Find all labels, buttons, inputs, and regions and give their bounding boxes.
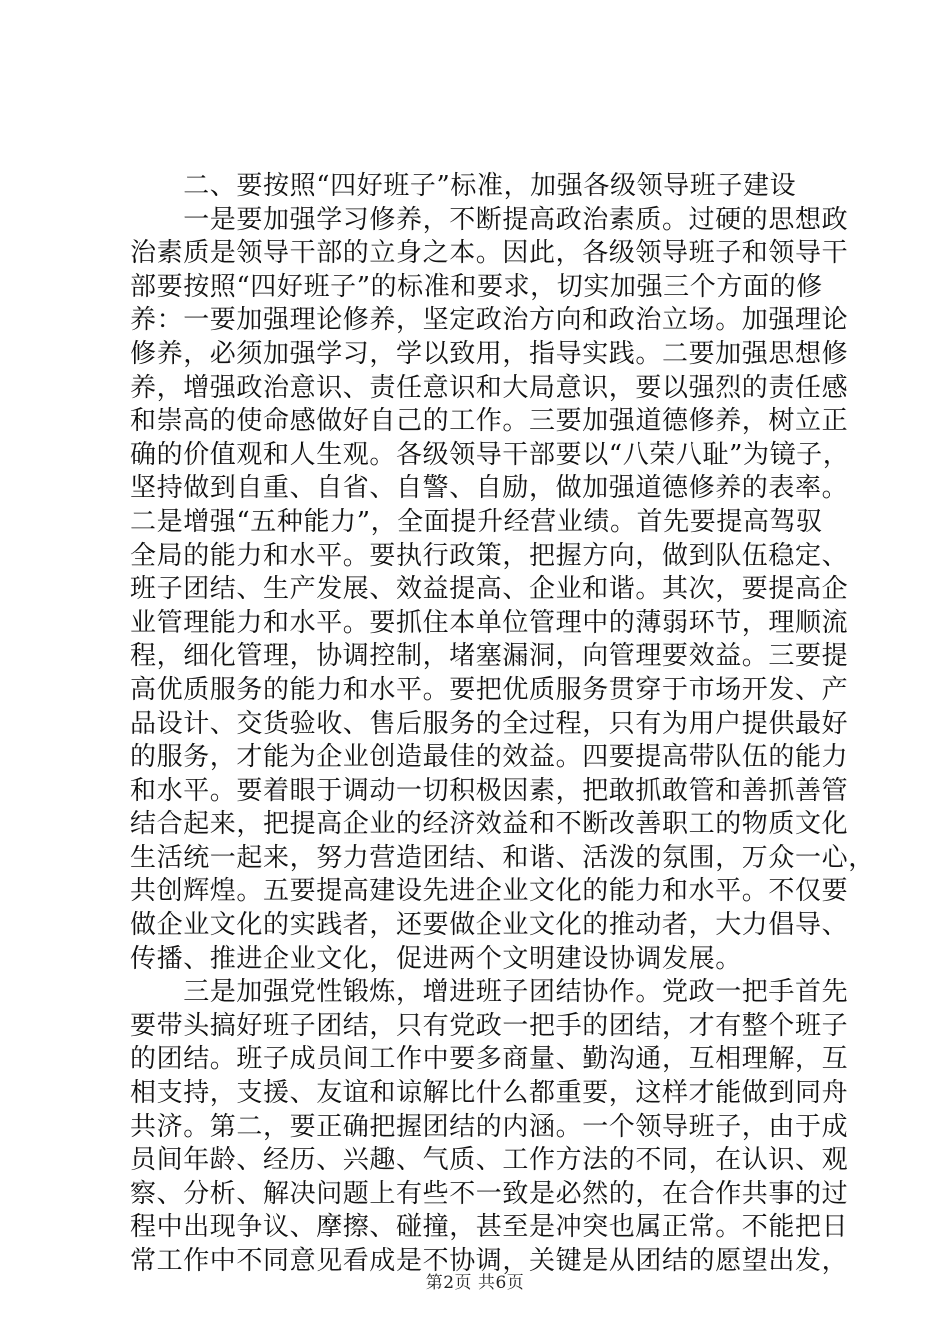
text-line: 程，细化管理，协调控制，堵塞漏洞，向管理要效益。三要提 [130, 641, 849, 672]
text-line: 修养，必须加强学习，学以致用，指导实践。二要加强思想修 [130, 338, 849, 369]
text-line: 要带头搞好班子团结，只有党政一把手的团结，才有整个班子 [130, 1010, 849, 1041]
text-line: 传播、推进企业文化，促进两个文明建设协调发展。 [130, 943, 742, 974]
text-line: 和水平。要着眼于调动一切积极因素，把敢抓敢管和善抓善管 [130, 775, 849, 806]
text-line: 程中出现争议、摩擦、碰撞，甚至是冲突也属正常。不能把日 [130, 1212, 849, 1243]
text-line: 三是加强党性锻炼，增进班子团结协作。党政一把手首先 [130, 977, 849, 1008]
text-line: 业管理能力和水平。要抓住本单位管理中的薄弱环节，理顺流 [130, 607, 849, 638]
text-line: 品设计、交货验收、售后服务的全过程，只有为用户提供最好 [130, 708, 849, 739]
text-line: 治素质是领导干部的立身之本。因此，各级领导班子和领导干 [130, 238, 849, 269]
text-line: 做企业文化的实践者，还要做企业文化的推动者，大力倡导、 [130, 910, 849, 941]
text-line: 的服务，才能为企业创造最佳的效益。四要提高带队伍的能力 [130, 742, 849, 773]
text-line: 一是要加强学习修养，不断提高政治素质。过硬的思想政 [130, 204, 849, 235]
text-line: 察、分析、解决问题上有些不一致是必然的，在合作共事的过 [130, 1178, 849, 1209]
text-line: 结合起来，把提高企业的经济效益和不断改善职工的物质文化 [130, 809, 849, 840]
text-line: 常工作中不同意见看成是不协调，关键是从团结的愿望出发， [130, 1246, 849, 1276]
text-line: 高优质服务的能力和水平。要把优质服务贯穿于市场开发、产 [130, 674, 849, 705]
page-number-label: 第2页 共6页 [425, 1273, 525, 1293]
text-line: 二是增强“五种能力”，全面提升经营业绩。首先要提高驾驭 [130, 506, 823, 537]
page-footer [0, 1272, 950, 1294]
text-line: 生活统一起来，努力营造团结、和谐、活泼的氛围，万众一心， [130, 842, 875, 873]
text-line: 相支持，支援、友谊和谅解比什么都重要，这样才能做到同舟 [130, 1078, 849, 1109]
text-line: 班子团结、生产发展、效益提高、企业和谐。其次，要提高企 [130, 574, 849, 605]
text-line: 员间年龄、经历、兴趣、气质、工作方法的不同，在认识、观 [130, 1145, 849, 1176]
text-line: 二、要按照“四好班子”标准，加强各级领导班子建设 [130, 171, 797, 201]
text-line: 部要按照“四好班子”的标准和要求，切实加强三个方面的修 [130, 271, 823, 302]
text-line: 养：一要加强理论修养，坚定政治方向和政治立场。加强理论 [130, 305, 849, 336]
text-line: 的团结。班子成员间工作中要多商量、勤沟通，互相理解，互 [130, 1044, 849, 1075]
text-line: 共济。第二，要正确把握团结的内涵。一个领导班子，由于成 [130, 1111, 849, 1142]
text-line: 和崇高的使命感做好自己的工作。三要加强道德修养，树立正 [130, 406, 849, 437]
text-line: 坚持做到自重、自省、自警、自励，做加强道德修养的表率。 [130, 473, 849, 504]
document-body [130, 170, 875, 1279]
text-line: 确的价值观和人生观。各级领导干部要以“八荣八耻”为镜子， [130, 439, 850, 470]
text-line: 共创辉煌。五要提高建设先进企业文化的能力和水平。不仅要 [130, 876, 849, 907]
text-line: 全局的能力和水平。要执行政策，把握方向，做到队伍稳定、 [130, 540, 849, 571]
text-line: 养，增强政治意识、责任意识和大局意识，要以强烈的责任感 [130, 372, 849, 403]
